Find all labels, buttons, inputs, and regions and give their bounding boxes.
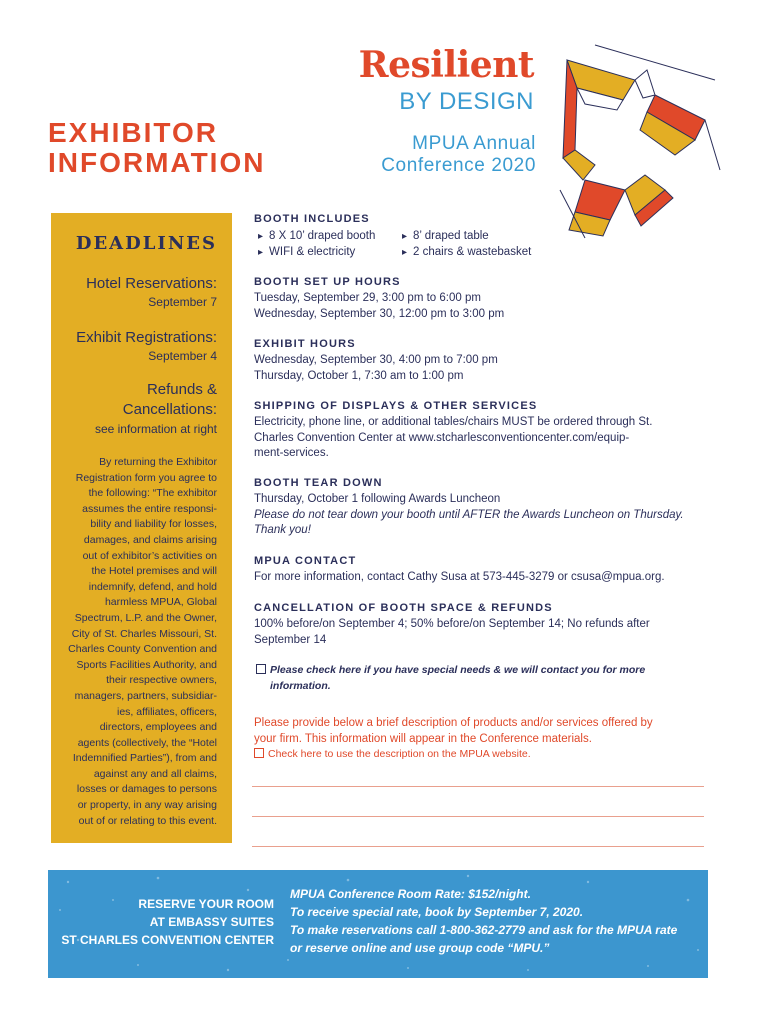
indemnity-line: or property, in any way arising xyxy=(77,799,217,812)
website-description-checkbox[interactable] xyxy=(254,748,264,758)
exhibit-registrations-date: September 4 xyxy=(148,349,217,363)
special-needs-checkbox[interactable] xyxy=(256,664,266,674)
booth-include-item: ▸ 8’ draped table xyxy=(402,229,552,245)
booth-includes-col2 xyxy=(402,229,552,260)
indemnity-line: their respective owners, xyxy=(106,674,217,687)
description-request-line: Please provide below a brief description of products and/or services offered by xyxy=(254,717,653,729)
reserve-room-line: ST CHARLES CONVENTION CENTER xyxy=(61,933,274,947)
indemnity-line: out of exhibitor’s activities on xyxy=(82,549,217,562)
special-needs-label: Please check here if you have special needs & we will contact you for more xyxy=(270,664,646,676)
description-request xyxy=(254,716,704,763)
room-rate-line: or reserve online and use group code “MPU.” xyxy=(290,941,550,955)
indemnity-line: City of St. Charles Missouri, St. xyxy=(71,627,217,640)
page-heading xyxy=(48,118,265,178)
indemnity-line: ies, affiliates, officers, xyxy=(117,705,217,718)
refunds-note: see information at right xyxy=(94,422,217,436)
cancellation-line: September 14 xyxy=(254,633,327,646)
indemnity-line: bility and liability for losses, xyxy=(90,518,217,531)
logo-title: Resilient xyxy=(358,44,534,86)
hotel-reservations-label: Hotel Reservations: xyxy=(86,275,217,292)
reserve-room-line: AT EMBASSY SUITES xyxy=(149,915,274,929)
contact-title: MPUA CONTACT xyxy=(254,555,357,567)
tear-down-title: BOOTH TEAR DOWN xyxy=(254,477,383,489)
cancellation-body xyxy=(254,617,704,648)
setup-hours-body xyxy=(254,291,704,322)
indemnity-line: directors, employees and xyxy=(99,721,217,734)
setup-hours-title: BOOTH SET UP HOURS xyxy=(254,276,401,288)
exhibit-hours-title: EXHIBIT HOURS xyxy=(254,338,356,350)
indemnity-line: Charles County Convention and xyxy=(68,643,217,656)
shipping-title: SHIPPING OF DISPLAYS & OTHER SERVICES xyxy=(254,400,538,412)
indemnity-line: managers, partners, subsidiar- xyxy=(74,689,217,702)
tear-down-line: Thursday, October 1 following Awards Luncheon xyxy=(254,493,501,505)
indemnity-line: Sports Facilities Authority, and xyxy=(76,658,217,671)
shipping-line: Charles Convention Center at www.stcharlesconventioncenter.com/equip- xyxy=(254,431,630,444)
shipping-body xyxy=(254,415,704,462)
room-rate-line: To make reservations call 1-800-362-2779 and ask for the MPUA rate xyxy=(290,923,678,937)
indemnity-line: against any and all claims, xyxy=(93,767,217,780)
exhibit-hours-line: Thursday, October 1, 7:30 am to 1:00 pm xyxy=(254,369,464,382)
indemnity-line: Spectrum, L.P. and the Owner, xyxy=(74,611,217,624)
conference-name-line2: Conference 2020 xyxy=(381,155,536,176)
exhibit-hours-body xyxy=(254,353,704,384)
indemnity-line: the Hotel premises and will xyxy=(91,565,217,578)
special-needs-label-cont: information. xyxy=(270,680,331,692)
room-rate-line: MPUA Conference Room Rate: $152/night. xyxy=(290,887,531,901)
setup-hours-line: Wednesday, September 30, 12:00 pm to 3:00 pm xyxy=(254,307,505,320)
page-heading-line2: INFORMATION xyxy=(48,147,266,178)
booth-include-item: ▸ 2 chairs & wastebasket xyxy=(402,245,552,261)
reserve-room-callout xyxy=(48,895,274,949)
shipping-line: ment-services. xyxy=(254,447,329,459)
indemnity-line: the following: “The exhibitor xyxy=(88,487,217,500)
tear-down-thanks: Thank you! xyxy=(254,524,311,536)
exhibit-registrations-label: Exhibit Registrations: xyxy=(76,329,217,346)
indemnity-line: Indemnified Parties”), from and xyxy=(72,752,217,765)
room-rate-line: To receive special rate, book by September 7, 2020. xyxy=(290,905,584,919)
booth-includes-col1 xyxy=(258,229,408,260)
description-line-2[interactable] xyxy=(252,816,704,817)
indemnity-note xyxy=(51,455,217,829)
description-request-line: your firm. This information will appear in the Conference materials. xyxy=(254,732,592,745)
tear-down-body xyxy=(254,492,704,539)
deadlines-title: DEADLINES xyxy=(75,233,217,254)
indemnity-line: Registration form you agree to xyxy=(75,471,217,484)
logo-subtitle: BY DESIGN xyxy=(399,88,534,115)
cancellation-title: CANCELLATION OF BOOTH SPACE & REFUNDS xyxy=(254,602,553,614)
tear-down-note: Please do not tear down your booth until AFTER the Awards Luncheon on Thursday. xyxy=(254,508,684,521)
indemnity-line: losses or damages to persons xyxy=(76,783,217,796)
booth-includes-title: BOOTH INCLUDES xyxy=(254,213,370,225)
shipping-line: Electricity, phone line, or additional tables/chairs MUST be ordered through St. xyxy=(254,416,653,428)
exhibit-hours-line: Wednesday, September 30, 4:00 pm to 7:00 pm xyxy=(254,354,498,366)
indemnity-line: out of or relating to this event. xyxy=(78,814,217,827)
description-line-3[interactable] xyxy=(252,846,704,847)
setup-hours-line: Tuesday, September 29, 3:00 pm to 6:00 pm xyxy=(254,292,481,304)
website-description-label: Check here to use the description on the MPUA website. xyxy=(268,748,531,760)
indemnity-line: damages, and claims arising xyxy=(83,533,217,546)
refunds-label-line1: Refunds & xyxy=(146,381,217,398)
indemnity-line: harmless MPUA, Global xyxy=(104,596,217,609)
refunds-label-line2: Cancellations: xyxy=(122,401,217,418)
reserve-room-line: RESERVE YOUR ROOM xyxy=(138,897,274,911)
conference-name xyxy=(340,133,536,177)
indemnity-line: indemnify, defend, and hold xyxy=(88,580,217,593)
contact-line: For more information, contact Cathy Susa at 573-445-3279 or csusa@mpua.org. xyxy=(254,571,665,583)
page-heading-line1: EXHIBITOR xyxy=(48,117,218,148)
booth-include-item: ▸ WIFI & electricity xyxy=(258,245,408,261)
special-needs-option xyxy=(256,662,706,694)
indemnity-line: agents (collectively, the “Hotel xyxy=(77,736,217,749)
description-line-1[interactable] xyxy=(252,786,704,787)
cancellation-line: 100% before/on September 4; 50% before/on September 14; No refunds after xyxy=(254,618,650,630)
decorative-triangle-graphic xyxy=(555,40,725,240)
indemnity-line: assumes the entire responsi- xyxy=(82,502,217,515)
hotel-reservations-date: September 7 xyxy=(148,295,217,309)
booth-include-item: ▸ 8 X 10’ draped booth xyxy=(258,229,408,245)
conference-name-line1: MPUA Annual xyxy=(412,133,536,154)
room-rate-details xyxy=(290,885,700,957)
indemnity-line: By returning the Exhibitor xyxy=(99,456,217,468)
deadlines-sidebar-content xyxy=(51,213,221,843)
